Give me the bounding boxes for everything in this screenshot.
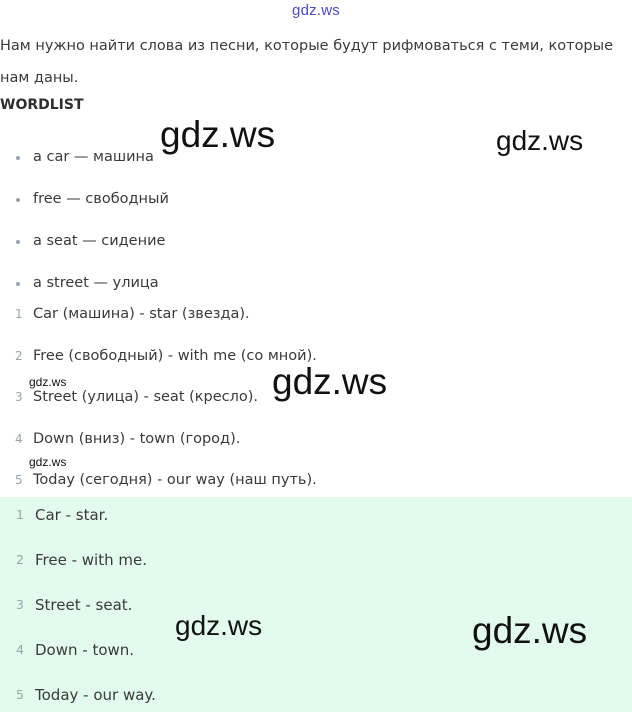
- item-number: 5: [15, 473, 23, 488]
- list-item: [0, 187, 169, 229]
- item-number: 3: [15, 390, 23, 405]
- intro-text: Нам нужно найти слова из песни, которые будут рифмоваться с теми, которые нам даны.: [0, 38, 614, 86]
- top-watermark: gdz.ws: [292, 2, 340, 19]
- short-answer-item: [0, 683, 156, 728]
- list-item: [0, 145, 169, 187]
- bullet-icon: [16, 240, 20, 244]
- short-answer-item: [0, 548, 156, 593]
- item-number: 2: [16, 552, 24, 567]
- answer-text: Today (сегодня) - our way (наш путь).: [33, 472, 317, 489]
- short-answers-list: [0, 503, 156, 728]
- short-answer-text: Street - seat.: [35, 596, 133, 614]
- watermark: gdz.ws: [496, 125, 584, 156]
- watermark: gdz.ws: [29, 455, 67, 469]
- item-number: 4: [16, 642, 24, 657]
- answer-item: [0, 302, 317, 344]
- bullet-icon: [16, 282, 20, 286]
- watermark: gdz.ws: [175, 610, 263, 641]
- answer-item: [0, 385, 317, 427]
- list-item-text: free — свободный: [33, 191, 169, 207]
- short-answer-text: Free - with me.: [35, 551, 147, 569]
- list-item-text: a street — улица: [33, 275, 159, 291]
- short-answer-text: Car - star.: [35, 506, 109, 524]
- item-number: 4: [15, 431, 23, 446]
- answer-text: Car (машина) - star (звезда).: [33, 306, 250, 322]
- watermark: gdz.ws: [29, 375, 67, 389]
- bullet-icon: [16, 156, 20, 160]
- list-item-text: a seat — сидение: [33, 233, 166, 249]
- watermark: gdz.ws: [160, 114, 276, 155]
- short-answer-item: [0, 503, 156, 548]
- watermark: gdz.ws: [472, 610, 588, 651]
- item-number: 3: [16, 597, 24, 612]
- watermark: gdz.ws: [272, 361, 388, 402]
- answer-text: Down (вниз) - town (город).: [33, 430, 241, 447]
- short-answer-text: Today - our way.: [35, 686, 156, 704]
- answers-list: [0, 302, 317, 510]
- short-answer-item: [0, 593, 156, 638]
- answer-text: Free (свободный) - with me (со мной).: [33, 347, 317, 364]
- bullet-icon: [16, 198, 20, 202]
- wordlist: [0, 145, 169, 313]
- answer-text: Street (улица) - seat (кресло).: [33, 389, 259, 406]
- list-item-text: a car — машина: [33, 149, 154, 165]
- wordlist-heading: WORDLIST: [0, 97, 84, 113]
- short-answer-text: Down - town.: [35, 641, 135, 659]
- list-item: [0, 229, 169, 271]
- item-number: 2: [15, 348, 23, 363]
- item-number: 1: [15, 307, 23, 321]
- item-number: 1: [16, 507, 24, 522]
- item-number: 5: [16, 687, 24, 702]
- short-answer-item: [0, 638, 156, 683]
